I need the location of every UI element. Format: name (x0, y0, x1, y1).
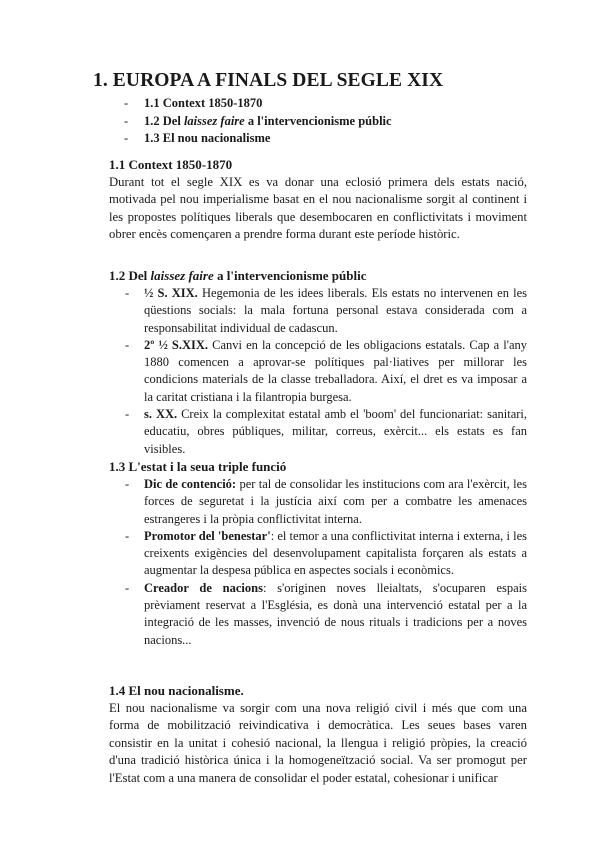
list-dash: - (125, 528, 130, 543)
section-body-1-1: Durant tot el segle XIX es va donar una eclosió primera dels estats nació, motivada pel nou imperialisme basat en el nou nacionalisme sorgit al continent i les propostes polítiques liberals que desembocaren en conflictivitats i moviment obrer encès començaren a prendre forma durant este període històric. (109, 175, 527, 242)
toc-item (124, 95, 392, 113)
toc-text: 1.2 Del (144, 113, 184, 128)
list-dash: - (124, 113, 129, 128)
list-item (125, 580, 527, 649)
toc-text: a l'intervencionisme públic (244, 113, 392, 128)
item-lead: 2º ½ S.XIX. (144, 337, 209, 352)
list-item (125, 285, 527, 337)
heading-text: a l'intervencionisme públic (213, 268, 367, 283)
list-dash: - (125, 337, 130, 352)
item-text: Canvi en la concepció de les obligacions estatals. Cap a l'any 1880 comencen a aprovar-se polítiques pal·liatives per millorar les condicions materials de la classe treballadora. Així, el dret es va imposar a la caritat cristiana i la filantropia burgesa. (144, 337, 528, 404)
toc-text: 1.3 El nou nacionalisme (144, 131, 271, 145)
table-of-contents (124, 95, 392, 148)
item-lead: Promotor del 'benestar' (144, 528, 271, 543)
section-heading-1-1: 1.1 Context 1850-1870 (109, 157, 233, 172)
page-title: 1. EUROPA A FINALS DEL SEGLE XIX (93, 70, 444, 91)
list-dash: - (125, 477, 130, 491)
bullet-list-1-3 (125, 476, 527, 649)
item-lead: s. XX. (144, 407, 178, 422)
list-dash: - (124, 96, 129, 110)
section-body-1-4: El nou nacionalisme va sorgir com una nova religió civil i més que com una forma de mobilització reivindicativa i democràtica. Les seues bases varen consistir en la unitat i cohesió nacional, la llengua i religió pròpies, la creació d'una tradició històrica única i la homogeneïtzació social. Va ser promogut per l'Estat com a una manera de consolidar el poder estatal, cohesionar i unificar (109, 701, 527, 785)
item-lead: Creador de nacions (144, 580, 263, 595)
item-text: Hegemonia de les idees liberals. Els estats no intervenen en les qüestions socials: la mala fortuna personal estava considerada com a responsabilitat individual de cadascun. (144, 286, 527, 335)
item-text: : s'originen noves lleialtats, s'ocuparen espais prèviament reservat a l'Església, es donà una intervenció estatal per a la integració de les masses, invenció de nous rituals i tradicions per a noves nacions... (144, 580, 527, 647)
list-dash: - (124, 131, 129, 145)
heading-text-italic: laissez faire (150, 268, 214, 283)
list-dash: - (125, 407, 130, 422)
list-dash: - (125, 286, 130, 300)
list-item (125, 337, 527, 406)
list-item (125, 476, 527, 528)
bullet-list-1-2 (125, 285, 527, 458)
section-heading-1-4: 1.4 El nou nacionalisme. (109, 683, 244, 698)
list-dash: - (125, 580, 130, 595)
item-text: Creix la complexitat estatal amb el 'boom' del funcionariat: sanitari, educatiu, obres públiques, militar, correus, exèrcit... els estats es fan visibles. (144, 407, 528, 456)
item-text: : el temor a una conflictivitat interna i externa, i les creixents exigències del desenvolupament capitalista forçaren als estats a augmentar la despesa pública en aspectes socials i econòmics. (144, 528, 527, 578)
item-text: per tal de consolidar les institucions com ara l'exèrcit, les forces de seguretat i la justícia així com per a combatre les amenaces estrangeres i la pròpia conflictivitat interna. (144, 477, 527, 526)
list-item (125, 406, 527, 458)
toc-text: 1.1 Context 1850-1870 (144, 96, 263, 110)
item-lead: ½ S. XIX. (144, 286, 198, 300)
toc-item (124, 130, 392, 148)
section-heading-1-2 (109, 268, 366, 284)
section-heading-1-3: 1.3 L'estat i la seua triple funció (109, 459, 287, 474)
heading-text: 1.2 Del (109, 268, 151, 283)
item-lead: Dic de contenció: (144, 477, 237, 491)
toc-text-italic: laissez faire (183, 113, 245, 128)
list-item (125, 528, 527, 580)
toc-item (124, 113, 392, 131)
